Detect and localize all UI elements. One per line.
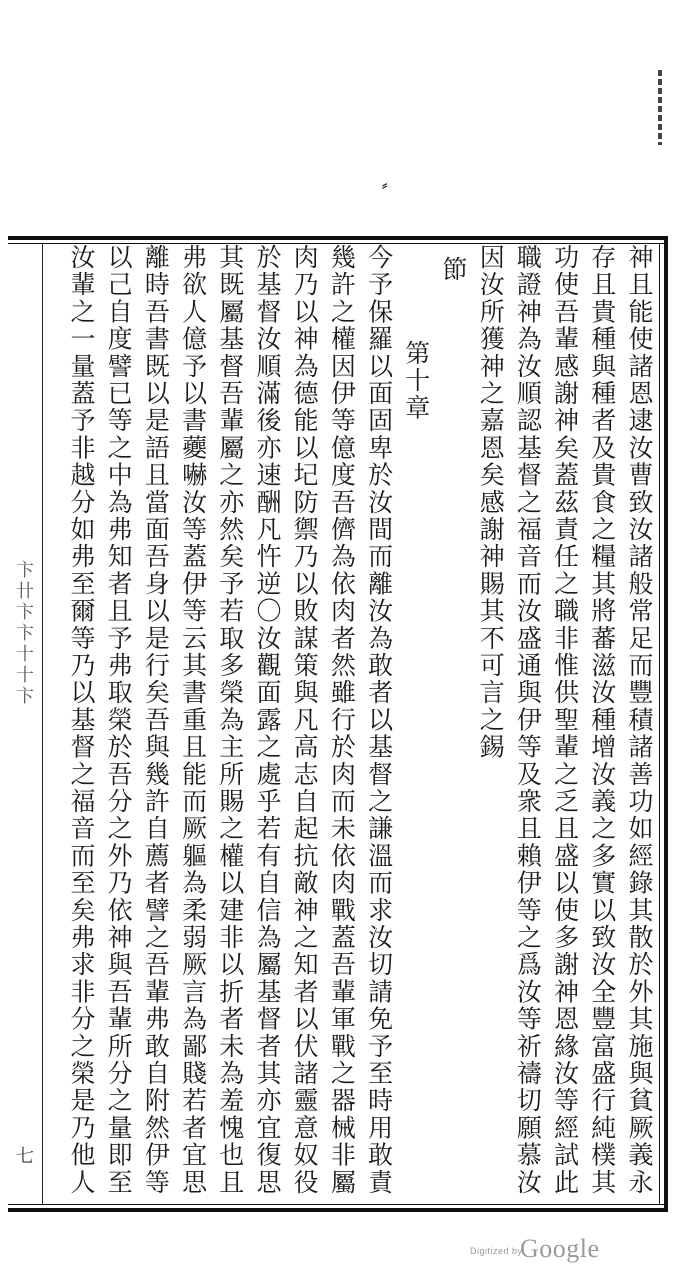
margin-tick-marks (658, 70, 662, 145)
frame-left-border (42, 243, 43, 1205)
text-column: 神且能使諸恩逮汝曹致汝諸般常足而豐積諸善功如經錄其散於外其施與貧厥義永 (625, 244, 654, 1196)
frame-bottom-inner-border (8, 1204, 668, 1205)
frame-top-border (8, 236, 668, 240)
digitized-by-label: Digitized by (470, 1246, 523, 1256)
text-column: 幾許之權因伊等億度吾儕為依肉者然雖行於肉而未依肉戰蓋吾輩軍戰之器械非屬 (327, 244, 357, 1196)
margin-running-header: 卞卄卞卞十十卞 (13, 560, 34, 707)
digitized-by-google-watermark (470, 1232, 610, 1266)
body-text (44, 244, 658, 1202)
google-logo: Google (520, 1234, 600, 1263)
frame-right-border (664, 236, 668, 1212)
leaf-number: 七 (13, 1146, 34, 1164)
text-column: 因汝所獲神之嘉恩矣感謝神賜其不可言之錫 (476, 244, 506, 761)
text-column: 於基督汝順滿後亦速酬凡忤逆〇汝觀面露之處乎若有自信為屬基督者其亦宜復思 (252, 244, 282, 1196)
text-column: 今予保羅以面固卑於汝間而離汝為敢者以基督之謙溫而求汝切請免予至時用敢責 (364, 244, 394, 1196)
text-column: 離時吾書既以是語且當面吾身以是行矣吾與幾許自薦者譬之吾輩弗敢自附然伊等 (141, 244, 171, 1196)
top-ink-mark: ⸗ (382, 175, 388, 194)
text-column: 肉乃以神為德能以圮防禦乃以敗謀策與凡高志自起抗敵神之知者以伏諸靈意奴役 (290, 244, 320, 1196)
text-column: 職證神為汝順認基督之福音而汝盛通與伊等及衆且賴伊等之爲汝等祈禱切願慕汝 (513, 244, 543, 1196)
text-column: 存且貴種與種者及貴食之糧其將蕃滋汝種增汝義之多實以致汝全豐富盛行純樸其 (587, 244, 617, 1196)
text-column: 其既屬基督吾輩屬之亦然矣予若取多榮為主所賜之權以建非以折者未為羞愧也且 (215, 244, 245, 1196)
text-column: 弗欲人億予以書虁嚇汝等蓋伊等云其書重且能而厥軀為柔弱厥言為鄙賤若者宜思 (178, 244, 208, 1196)
text-column: 汝輩之一量蓋予非越分如弗至爾等乃以基督之福音而至矣弗求非分之榮是乃他人 (66, 244, 96, 1196)
chapter-label: 節 (438, 256, 468, 284)
chapter-heading: 第十章 (401, 340, 431, 422)
frame-bottom-border (8, 1208, 668, 1212)
frame-right-inner-border (659, 243, 660, 1205)
text-column: 功使吾輩感謝神矣蓋茲責任之職非惟供聖輩之乏且盛以使多謝神恩緣汝等經試此 (550, 244, 580, 1196)
text-column: 以己自度譬已等之中為弗知者且予弗取榮於吾分之外乃依神與吾輩所分之量即至 (104, 244, 134, 1196)
